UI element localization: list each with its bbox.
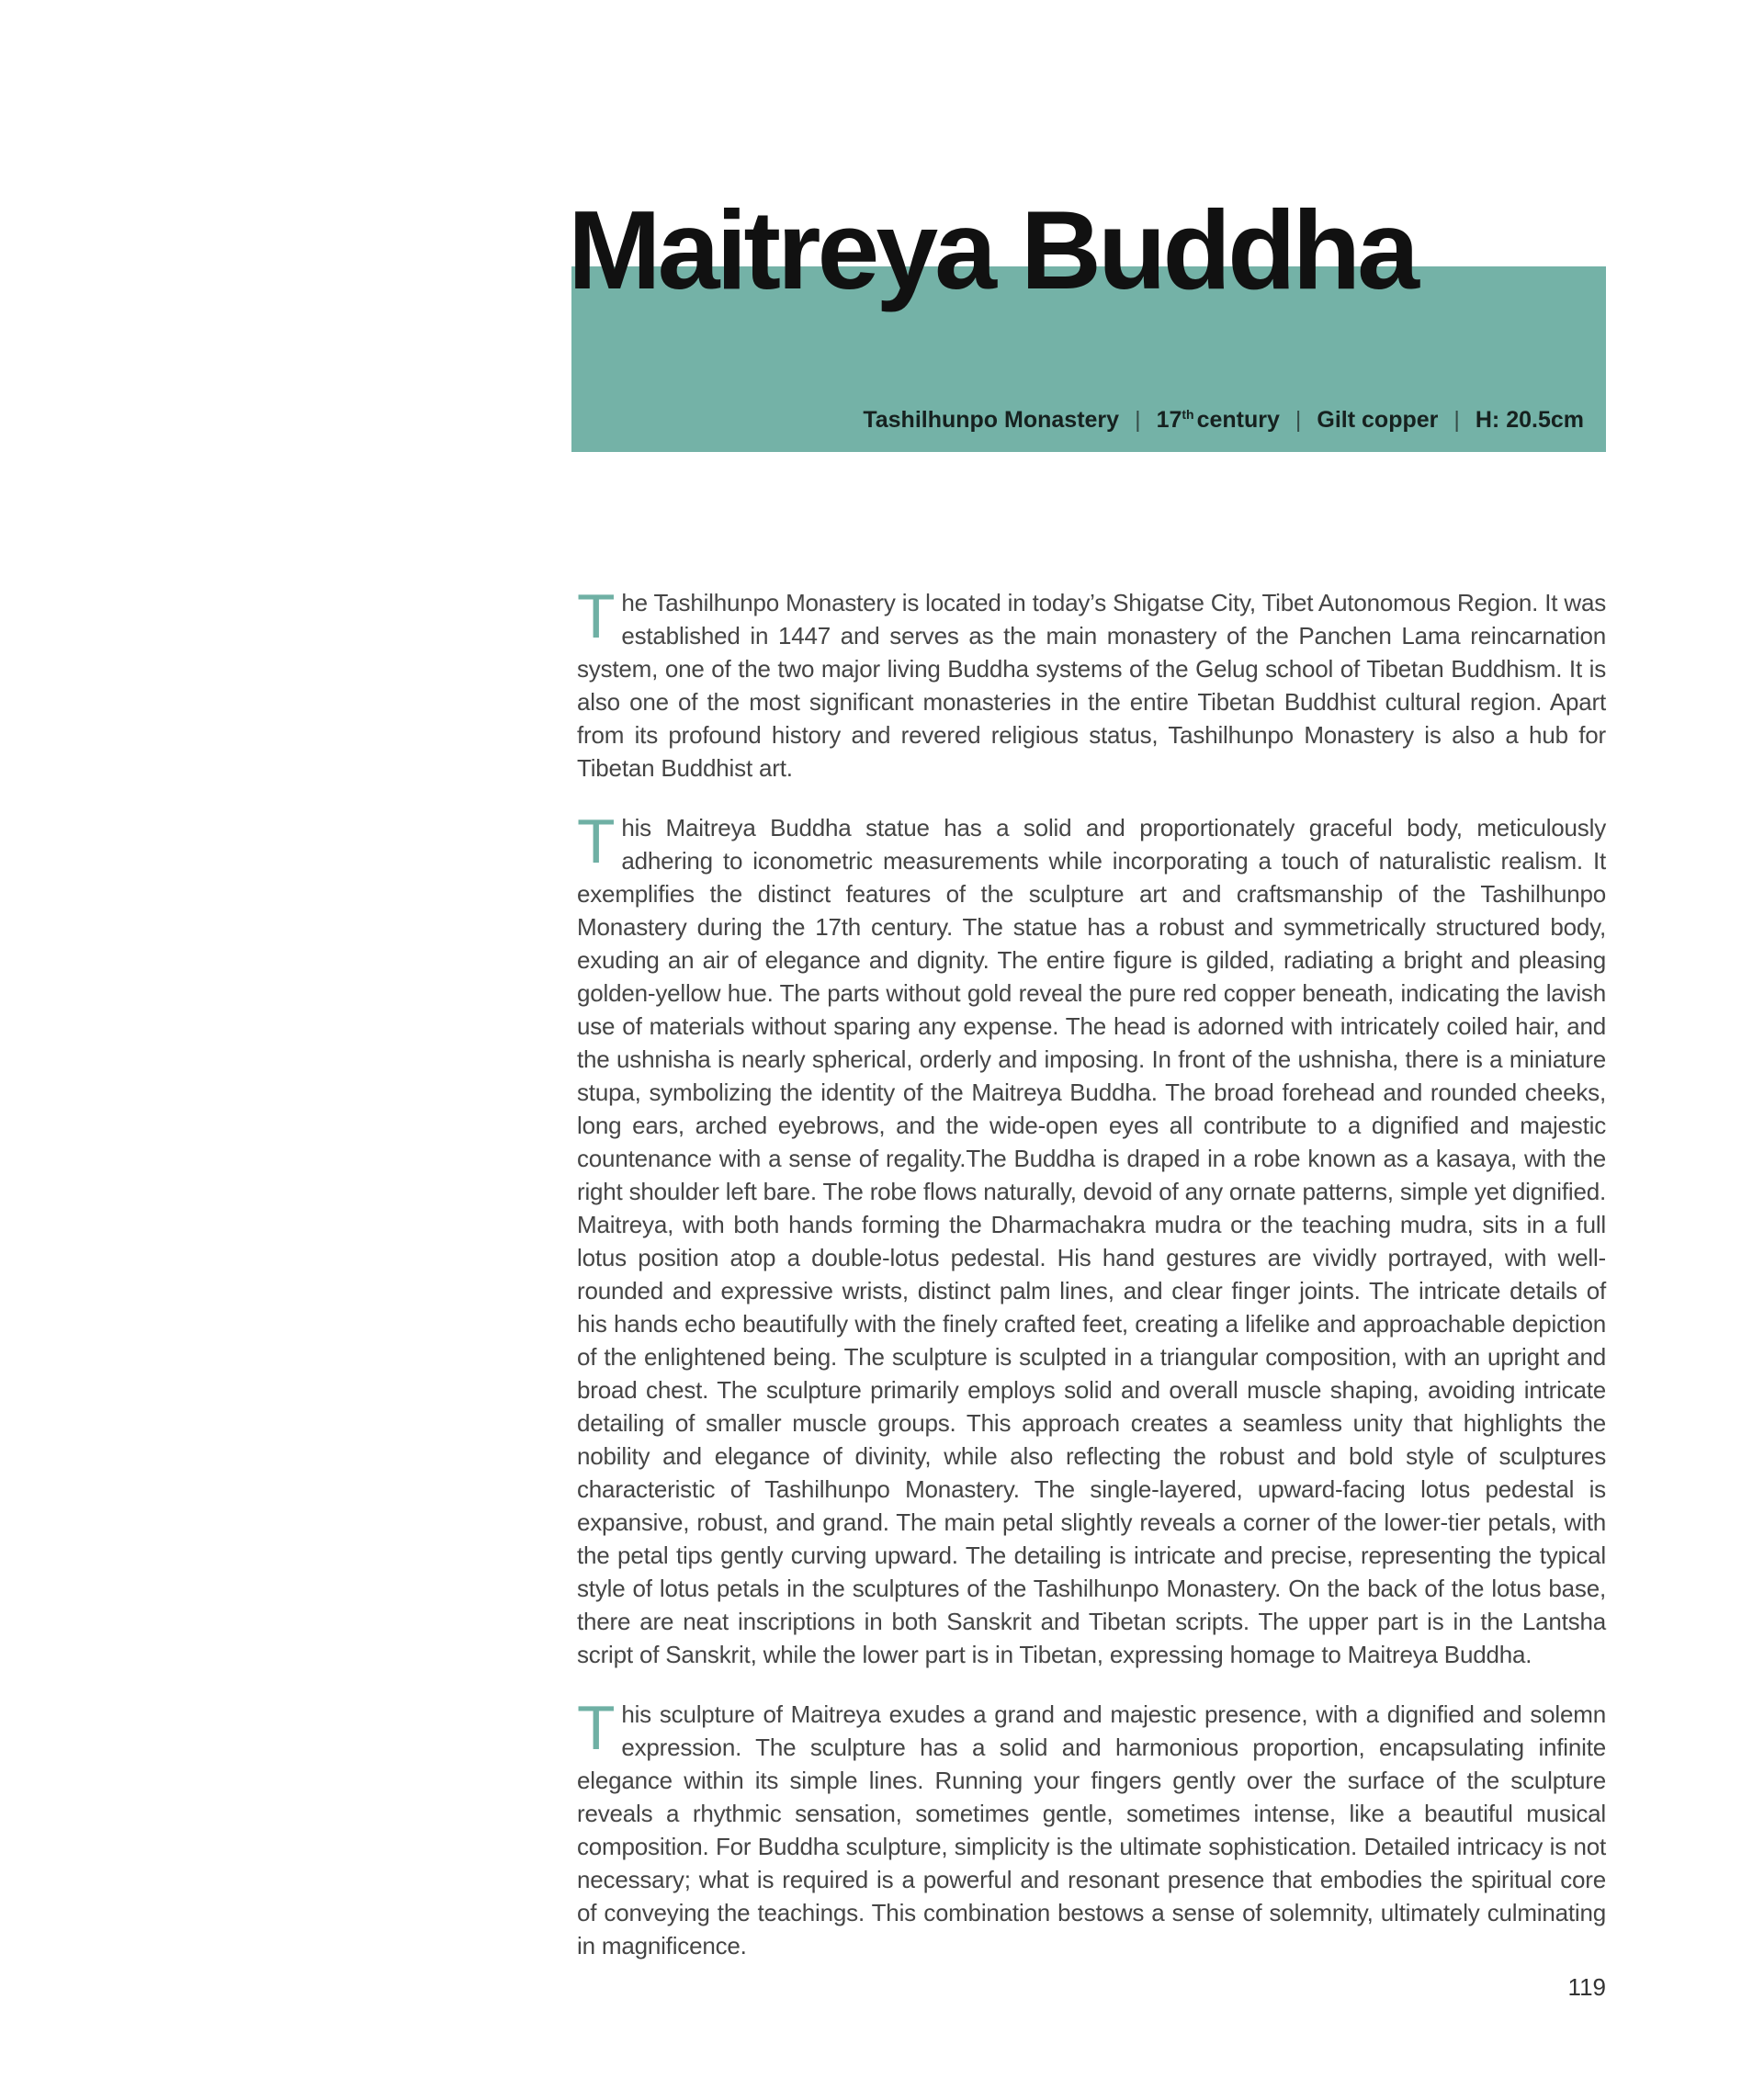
paragraph-3 bbox=[577, 1693, 1606, 1962]
meta-material: Gilt copper bbox=[1317, 407, 1439, 433]
meta-century bbox=[1157, 407, 1280, 434]
paragraph-text: his Maitreya Buddha statue has a solid and proportionately graceful body, meticulously adhering to iconometric measurements while incorporating a touch of naturalistic realism. It exemplifies the distinct features of the sculpture art and craftsmanship of the Tashilhunpo Monastery during the 17th century. The statue has a robust and symmetrically structured body, exuding an air of elegance and dignity. The entire figure is gilded, radiating a bright and pleasing golden-yellow hue. The parts without gold reveal the pure red copper beneath, indicating the lavish use of materials without sparing any expense. The head is adorned with intricately coiled hair, and the ushnisha is nearly spherical, orderly and imposing. In front of the ushnisha, there is a miniature stupa, symbolizing the identity of the Maitreya Buddha. The broad forehead and rounded cheeks, long ears, arched eyebrows, and the wide-open eyes all contribute to a dignified and majestic countenance with a sense of regality.The Buddha is draped in a robe known as a kasaya, with the right shoulder left bare. The robe flows naturally, devoid of any ornate patterns, simple yet dignified. Maitreya, with both hands forming the Dharmachakra mudra or the teaching mudra, sits in a full lotus position atop a double-lotus pedestal. His hand gestures are vividly portrayed, with well-rounded and expressive wrists, distinct palm lines, and clear finger joints. The intricate details of his hands echo beautifully with the finely crafted feet, creating a lifelike and approachable depiction of the enlightened being. The sculpture is sculpted in a triangular composition, with an upright and broad chest. The sculpture primarily employs solid and overall muscle shaping, avoiding intricate detailing of smaller muscle groups. This approach creates a seamless unity that highlights the nobility and elegance of divinity, while also reflecting the robust and bold style of sculptures characteristic of Tashilhunpo Monastery. The single-layered, upward-facing lotus pedestal is expansive, robust, and grand. The main petal slightly reveals a corner of the lower-tier petals, with the petal tips gently curving upward. The detailing is intricate and precise, representing the typical style of lotus petals in the sculptures of the Tashilhunpo Monastery. On the back of the lotus base, there are neat inscriptions in both Sanskrit and Tibetan scripts. The upper part is in the Lantsha script of Sanskrit, while the lower part is in Tibetan, expressing homage to Maitreya Buddha. bbox=[577, 814, 1606, 1668]
dropcap-letter: T bbox=[577, 807, 616, 876]
page-number: 119 bbox=[1567, 1973, 1606, 2001]
article-body bbox=[577, 582, 1606, 1962]
meta-century-word: century bbox=[1196, 407, 1280, 433]
paragraph-text: he Tashilhunpo Monastery is located in today’s Shigatse City, Tibet Autonomous Region. It was established in 1447 and serves as the main monastery of the Panchen Lama reincarnation system, one of the two major living Buddha systems of the Gelug school of Tibetan Buddhism. It is also one of the most significant monasteries in the entire Tibetan Buddhist cultural region. Apart from its profound history and revered religious status, Tashilhunpo Monastery is also a hub for Tibetan Buddhist art. bbox=[577, 589, 1606, 782]
paragraph-1 bbox=[577, 582, 1606, 785]
paragraph-text: his sculpture of Maitreya exudes a grand and majestic presence, with a dignified and solemn expression. The sculpture has a solid and harmonious proportion, encapsulating infinite elegance within its simple lines. Running your fingers gently over the surface of the sculpture reveals a rhythmic sensation, sometimes gentle, sometimes intense, like a beautiful musical composition. For Buddha sculpture, simplicity is the ultimate sophistication. Detailed intricacy is not necessary; what is required is a powerful and resonant presence that embodies the spiritual core of conveying the teachings. This combination bestows a sense of solemnity, ultimately culminating in magnificence. bbox=[577, 1700, 1606, 1959]
dropcap-letter: T bbox=[577, 1693, 616, 1763]
meta-monastery: Tashilhunpo Monastery bbox=[863, 407, 1120, 433]
meta-century-number: 17 bbox=[1156, 407, 1182, 433]
dropcap-letter: T bbox=[577, 582, 616, 651]
paragraph-2 bbox=[577, 807, 1606, 1671]
meta-separator: | bbox=[1453, 407, 1460, 433]
meta-separator: | bbox=[1295, 407, 1302, 433]
page-title: Maitreya Buddha bbox=[568, 187, 1416, 312]
meta-separator: | bbox=[1135, 407, 1141, 433]
meta-century-ordinal: th bbox=[1182, 407, 1194, 422]
artifact-meta bbox=[863, 407, 1584, 434]
meta-height: H: 20.5cm bbox=[1475, 407, 1584, 433]
